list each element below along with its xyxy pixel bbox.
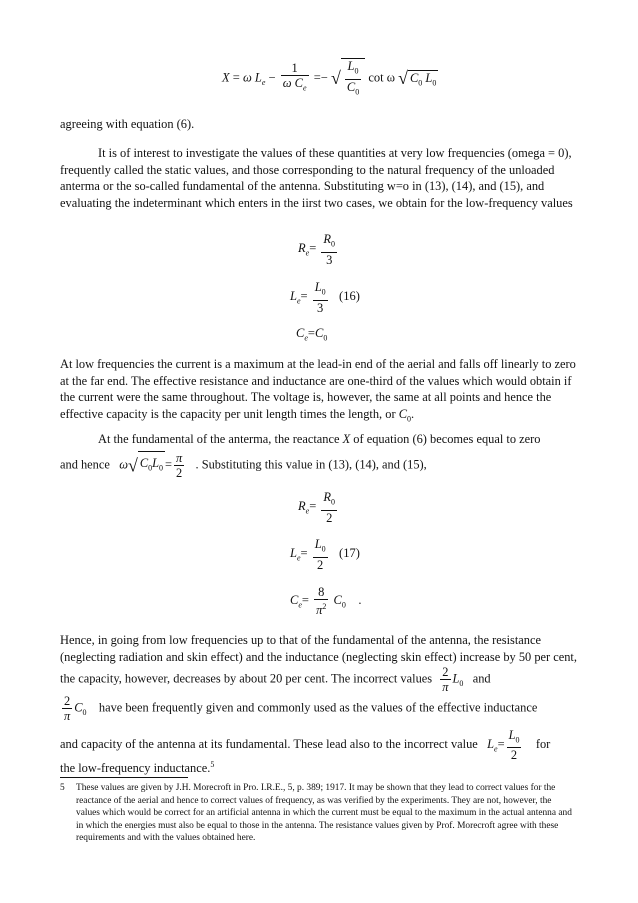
footnote-rule (60, 777, 188, 778)
eq-num: L (314, 537, 322, 551)
eq-var: C (409, 70, 419, 85)
inline-fraction (440, 665, 450, 694)
inline-var: C (139, 456, 149, 471)
eq-den: 2 (326, 510, 333, 525)
inline-var: L (487, 737, 494, 752)
inline-var: ω (119, 457, 128, 472)
inline-equals: = (165, 457, 172, 472)
eq-var: C (333, 592, 342, 607)
eq-sub: 0 (355, 87, 360, 96)
eq-equals: = (309, 499, 317, 514)
paragraph-hence-line4 (60, 757, 578, 777)
paragraph-text: Hence, in going from low frequencies up to that of the fundamental of the antenna, the resistance (neglecting radiation and skin effect) and the inductance (neglecting skin effect) increase by 50 per cent, the capacity, however, decreases by about 20 per cent. The incorrect values (60, 633, 577, 686)
eq-equals: = (232, 70, 240, 85)
inline-sub: 0 (406, 414, 411, 424)
paragraph-fundamental-line1 (60, 431, 578, 448)
eq-var: C (290, 592, 299, 607)
paragraph-text: for (535, 737, 551, 752)
fraction-num: L (508, 728, 516, 742)
eq-fraction (314, 585, 328, 617)
paragraph-text: At low frequencies the current is a maximum at the lead-in end of the aerial and falls off linearly to zero at the far end. The effective resistance and inductance are one-third of the values which would obtain if the current were the same throughout. The voltage is, however, the same at all points and hence the effective capacity is the capacity per unit length times the length, or (60, 357, 576, 421)
paragraph-investigate: It is of interest to investigate the values of these quantities at very low frequencies (omega = 0), frequently called the static values, and those corresponding to the natural frequency of the unloaded anterma or the so-called fundamental of the antenna. Substituting w=o in (13), (14), and (15), and evaluating the indeterminant which enters in the iirst two cases, we obtain for the low-frequency values (60, 146, 573, 210)
inline-equals: = (497, 737, 505, 752)
eq-var: L (290, 289, 297, 304)
inline-var: L (452, 671, 460, 686)
inline-sub: e (494, 744, 498, 754)
paragraph-text: of equation (6) becomes equal to zero (353, 432, 541, 446)
eq-equals: = (307, 326, 315, 340)
inline-var: C (398, 406, 407, 421)
eq-num: R (323, 490, 332, 504)
paragraph-hence-line2 (60, 694, 578, 723)
equation-re-fund (298, 490, 339, 525)
paragraph-low-frequencies (60, 356, 578, 428)
inline-punct: . (410, 406, 415, 421)
paragraph-hence (60, 632, 578, 694)
equation-ce-fund (290, 585, 361, 617)
inline-fraction (174, 451, 184, 480)
eq-sub: 0 (418, 78, 423, 88)
eq-sub: e (304, 333, 308, 343)
eq-equals: =− (313, 70, 328, 85)
eq-sub: 0 (321, 287, 326, 297)
equation-number: (17) (339, 546, 360, 561)
sqrt-body (341, 58, 365, 99)
eq-num: 1 (281, 61, 309, 76)
eq-sub: 0 (323, 333, 328, 343)
eq-den: π (316, 603, 323, 618)
footnote-ref: 5 (210, 760, 215, 769)
eq-equals: = (300, 546, 308, 561)
eq-sub: e (261, 77, 266, 87)
eq-equals: = (300, 289, 308, 304)
inline-var: C (74, 700, 83, 715)
eq-sub: e (298, 600, 302, 610)
equation-le-low (290, 280, 360, 315)
paragraph-fundamental-line2 (60, 451, 578, 480)
footnote-text: These values are given by J.H. Morecroft in Pro. I.R.E., 5, p. 389; 1917. It may be shown that they lead to correct values for the reactance of the aerial and hence to correct values of frequency, as was verified by the experiments. They are not, however, the values which would be correct for an artificial antenna in which the current must be equal to the maximum in the actual antenna and in which the energies must also be equal to those in the antenna. The resistance values given by Prof. Morecroft agree with these requirements and with the values obtained here. (76, 783, 572, 844)
eq-var: R (298, 241, 306, 256)
eq-var: C (296, 326, 305, 340)
paragraph-text: the low-frequency inductance. (60, 761, 211, 776)
sqrt-body (138, 451, 165, 479)
eq-fraction (313, 280, 328, 315)
eq-fraction (313, 537, 328, 572)
footnote-number: 5 (60, 783, 65, 793)
eq-sub: 0 (432, 78, 437, 88)
eq-fraction (321, 232, 337, 267)
eq-sub: e (305, 506, 310, 516)
inline-sub: 0 (148, 463, 153, 473)
inline-sub: 0 (459, 679, 464, 688)
eq-sub: e (296, 296, 301, 306)
sqrt-sign: √ (127, 455, 138, 476)
equation-number: (16) (339, 289, 360, 304)
eq-term: ω L (242, 70, 262, 85)
paragraph-text: and capacity of the antenna at its fundamental. These lead also to the incorrect value (60, 737, 478, 752)
equation-le-fund (290, 537, 360, 572)
eq-den: ω C (282, 76, 304, 91)
eq-den: 3 (317, 300, 324, 315)
eq-sub: 0 (341, 600, 346, 610)
sqrt-body (408, 70, 438, 88)
eq-sub: e (296, 553, 301, 563)
sqrt-sign: √ (330, 68, 341, 88)
inline-sub: 0 (159, 463, 163, 473)
inline-fraction (62, 694, 72, 723)
eq-num: L (314, 280, 322, 294)
paragraph-text: . Substituting this value in (13), (14), and (15), (195, 457, 427, 472)
eq-var: L (290, 546, 297, 561)
inline-var: L (152, 456, 159, 471)
sqrt-sign: √ (398, 68, 408, 88)
fraction-den: π (64, 709, 71, 723)
eq-sub: 0 (354, 66, 359, 76)
eq-cot: cot ω (368, 70, 395, 85)
eq-x: X (222, 70, 230, 85)
paragraph-agreeing: agreeing with equation (6). (60, 117, 195, 131)
eq-fraction (345, 59, 361, 99)
fraction-den: 2 (176, 466, 183, 480)
fraction-num: π (176, 451, 183, 465)
eq-num: 8 (314, 585, 328, 600)
eq-den: 3 (326, 252, 333, 267)
eq-sub: 0 (331, 497, 336, 507)
eq-sup: 2 (322, 602, 327, 611)
paragraph-text: At the fundamental of the anterma, the reactance (98, 432, 340, 446)
eq-sub: 0 (321, 544, 326, 554)
eq-num: L (347, 59, 355, 73)
eq-minus: − (268, 70, 276, 85)
fraction-den: 2 (510, 748, 518, 763)
eq-var: C (314, 326, 324, 340)
eq-sub: 0 (331, 239, 336, 249)
eq-sub: e (303, 83, 307, 93)
eq-var: R (298, 499, 306, 514)
inline-sub: 0 (82, 707, 87, 717)
paragraph-text: and hence (60, 457, 110, 472)
inline-sub: 0 (515, 735, 520, 745)
eq-fraction (281, 61, 309, 96)
equation-ce-low (296, 326, 327, 343)
fraction-den: π (442, 680, 449, 695)
eq-sub: e (305, 248, 310, 258)
eq-fraction (321, 490, 337, 525)
eq-den: 2 (317, 557, 324, 572)
paragraph-text: have been frequently given and commonly used as the values of the effective inductance (98, 700, 538, 715)
eq-var: L (425, 70, 433, 85)
inline-var: X (342, 432, 351, 446)
eq-den: C (346, 79, 356, 94)
eq-equals: = (309, 241, 317, 256)
eq-punct: . (358, 592, 362, 607)
eq-num: R (323, 232, 332, 246)
fraction-num: 2 (440, 665, 450, 680)
fraction-num: 2 (62, 694, 72, 709)
equation-reactance (222, 58, 438, 99)
equation-re-low (298, 232, 339, 267)
paragraph-text: and (472, 671, 491, 686)
eq-equals: = (301, 592, 309, 607)
